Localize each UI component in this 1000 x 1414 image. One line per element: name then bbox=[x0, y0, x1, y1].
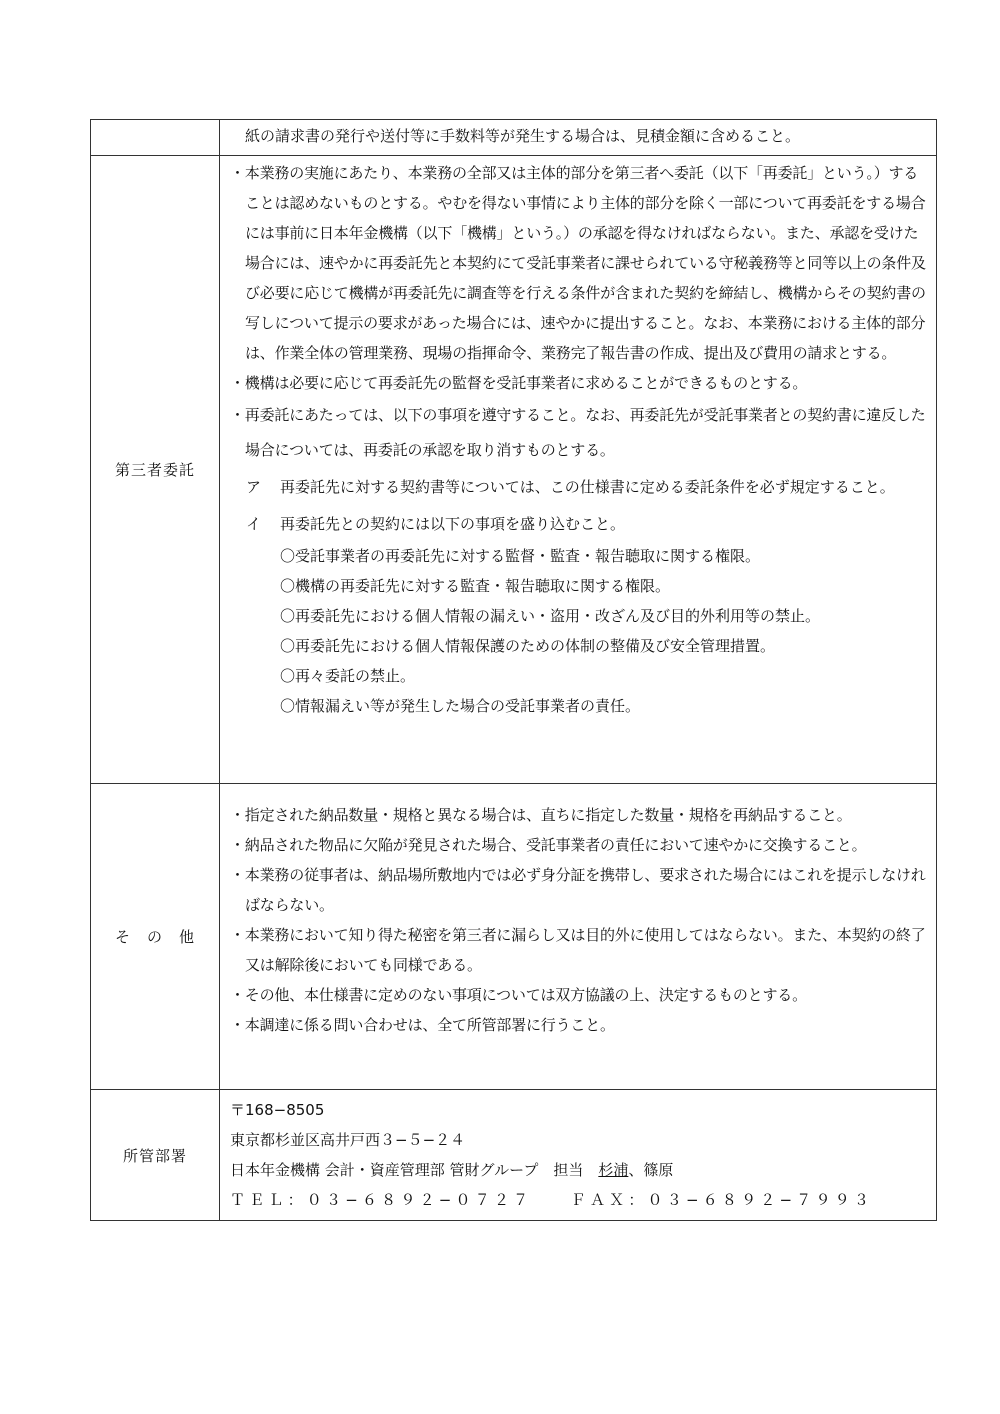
row-body-subcontract bbox=[220, 156, 937, 784]
table-row bbox=[91, 784, 937, 1090]
org-text: 日本年金機構 会計・資産管理部 管財グループ 担当 bbox=[230, 1161, 599, 1179]
bullet-paragraph: ・機構は必要に応じて再委託先の監督を受託事業者に求めることができるものとする。 bbox=[230, 374, 808, 392]
bullet-paragraph: ・再委託にあたっては、以下の事項を遵守すること。なお、再委託先が受託事業者との契約書に違反した場合については、再委託の承認を取り消すものとする。 bbox=[230, 406, 926, 459]
row-body-dept bbox=[220, 1090, 937, 1221]
bullet-paragraph: ・本調達に係る問い合わせは、全て所管部署に行うこと。 bbox=[230, 1016, 615, 1034]
bullet-paragraph: ・本業務の実施にあたり、本業務の全部又は主体的部分を第三者へ委託（以下「再委託」という。）することは認めないものとする。やむを得ない事情により主体的部分を除く一部について再委託をする場合には事前に日本年金機構（以下「機構」という。）の承認を得なければならない。また、承認を受けた場合には、速やかに再委託先と本契約にて受託事業者に課せられている守秘義務等と同等以上の条件及び必要に応じて機構が再委託先に調査等を行える条件が含まれた契約を締結し、機構からその契約書の写しについて提示の要求があった場合には、速やかに提出すること。なお、本業務における主体的部分は、作業全体の管理業務、現場の指揮命令、業務完了報告書の作成、提出及び費用の請求とする。 bbox=[230, 164, 926, 362]
continued-text: 紙の請求書の発行や送付等に手数料等が発生する場合は、見積金額に含めること。 bbox=[245, 127, 801, 145]
contact-org bbox=[230, 1155, 928, 1185]
sub-clause-marker: ア bbox=[246, 478, 262, 496]
row-label bbox=[91, 120, 220, 156]
list-item: 〇再委託先における個人情報の漏えい・盗用・改ざん及び目的外利用等の禁止。 bbox=[280, 607, 821, 625]
bullet-paragraph: ・その他、本仕様書に定めのない事項については双方協議の上、決定するものとする。 bbox=[230, 986, 807, 1004]
bullet-paragraph: ・本業務の従事者は、納品場所敷地内では必ず身分証を携帯し、要求された場合にはこれを提示しなければならない。 bbox=[230, 866, 926, 914]
list-item: 〇再々委託の禁止。 bbox=[280, 667, 416, 685]
address: 東京都杉並区高井戸西３−５−２４ bbox=[230, 1131, 466, 1149]
row-body bbox=[220, 120, 937, 156]
row-body-other bbox=[220, 784, 937, 1090]
list-item: 〇再委託先における個人情報保護のための体制の整備及び安全管理措置。 bbox=[280, 637, 776, 655]
row-label-subcontract: 第三者委託 bbox=[91, 156, 220, 784]
sub-clause-marker: イ bbox=[246, 515, 262, 533]
contact-person-primary: 杉浦 bbox=[598, 1161, 629, 1179]
list-item: 〇受託事業者の再委託先に対する監督・監査・報告聴取に関する権限。 bbox=[280, 547, 761, 565]
postal-code: 〒168−8505 bbox=[230, 1101, 325, 1119]
list-item: 〇機構の再委託先に対する監査・報告聴取に関する権限。 bbox=[280, 577, 671, 595]
table-row bbox=[91, 156, 937, 784]
sub-clause-a bbox=[230, 470, 928, 505]
table-row bbox=[91, 120, 937, 156]
spec-table bbox=[90, 119, 937, 1221]
row-label-other: そ の 他 bbox=[91, 784, 220, 1090]
row-label-dept: 所管部署 bbox=[91, 1090, 220, 1221]
sub-clause-text: 再委託先に対する契約書等については、この仕様書に定める委託条件を必ず規定すること。 bbox=[280, 478, 895, 496]
tel-fax: ＴＥＬ：０３−６８９２−０７２７ ＦＡＸ：０３−６８９２−７９９３ bbox=[230, 1191, 874, 1209]
contact-person-rest: 、篠原 bbox=[628, 1161, 674, 1179]
list-item: 〇情報漏えい等が発生した場合の受託事業者の責任。 bbox=[280, 697, 641, 715]
bullet-paragraph: ・納品された物品に欠陥が発見された場合、受託事業者の責任において速やかに交換すること。 bbox=[230, 836, 867, 854]
bullet-paragraph: ・指定された納品数量・規格と異なる場合は、直ちに指定した数量・規格を再納品すること。 bbox=[230, 806, 852, 824]
table-row bbox=[91, 1090, 937, 1221]
sub-clause-i bbox=[230, 507, 928, 541]
sub-clause-text: 再委託先との契約には以下の事項を盛り込むこと。 bbox=[280, 515, 626, 533]
bullet-paragraph: ・本業務において知り得た秘密を第三者に漏らし又は目的外に使用してはならない。また、本契約の終了又は解除後においても同様である。 bbox=[230, 926, 926, 974]
